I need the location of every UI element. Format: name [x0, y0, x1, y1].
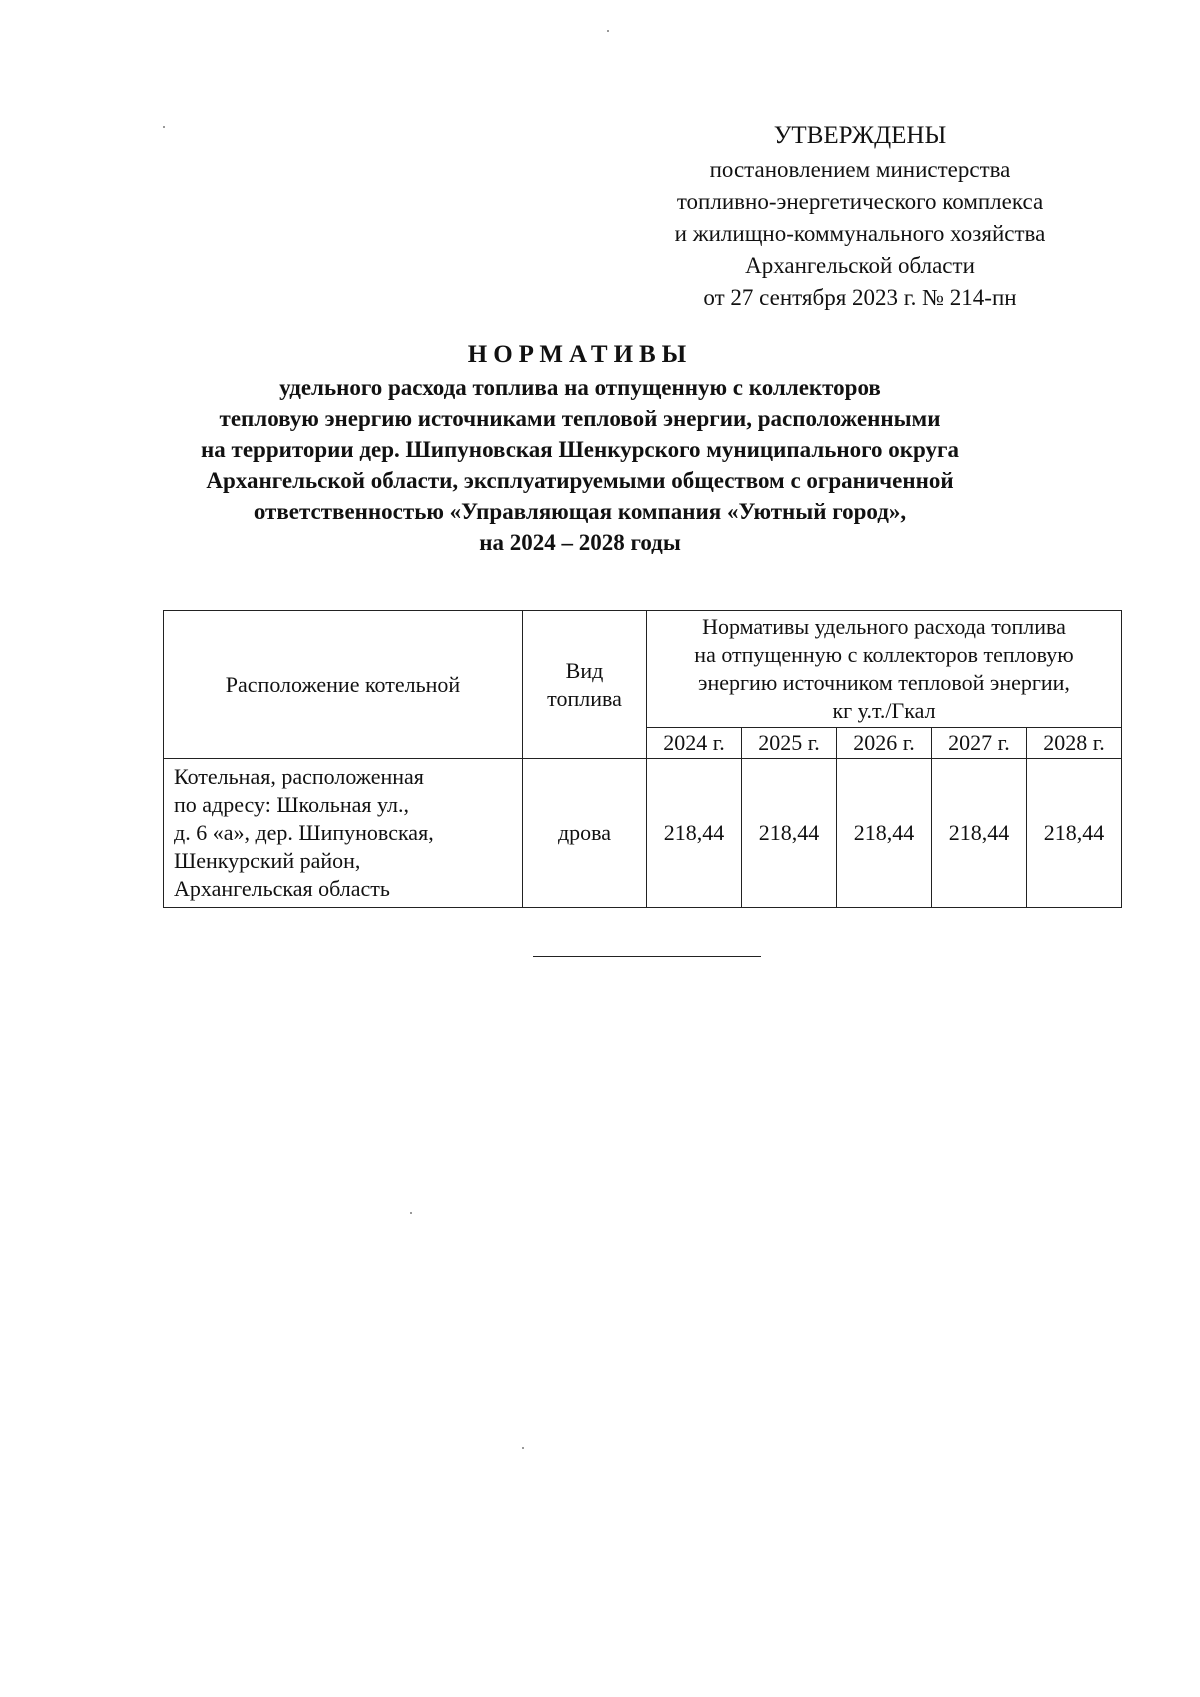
document-title — [140, 338, 1020, 558]
header-fuel-line: Вид — [565, 657, 604, 683]
approval-line: от 27 сентября 2023 г. № 214-пн — [703, 285, 1017, 310]
title-line: удельного расхода топлива на отпущенную с коллекторов — [279, 375, 881, 400]
header-norms-line: энергию источником тепловой энергии, — [698, 670, 1070, 695]
location-line: Архангельская область — [174, 876, 390, 901]
header-norms-line: на отпущенную с коллекторов тепловую — [694, 642, 1074, 667]
header-norms-line: кг у.т./Гкал — [832, 698, 936, 723]
norms-table — [163, 610, 1122, 908]
cell-value: 218,44 — [1026, 759, 1121, 908]
header-norms-line: Нормативы удельного расхода топлива — [702, 614, 1066, 639]
cell-location — [164, 759, 523, 908]
cell-value: 218,44 — [647, 759, 742, 908]
table-row — [164, 759, 1122, 908]
cell-fuel: дрова — [523, 759, 647, 908]
header-fuel-line: топлива — [547, 685, 622, 711]
title-line: на 2024 – 2028 годы — [479, 530, 681, 555]
scan-speck — [522, 1447, 524, 1449]
approval-line: и жилищно-коммунального хозяйства — [674, 221, 1046, 246]
header-norms — [647, 611, 1122, 728]
approval-line: постановлением министерства — [709, 157, 1011, 182]
header-year: 2025 г. — [741, 728, 836, 759]
location-line: Шенкурский район, — [174, 848, 361, 873]
title-line: на территории дер. Шипуновская Шенкурского муниципального округа — [201, 437, 959, 462]
location-line: по адресу: Школьная ул., — [174, 792, 409, 817]
end-divider — [533, 956, 761, 957]
approval-line: топливно-энергетического комплекса — [676, 189, 1044, 214]
approval-heading: УТВЕРЖДЕНЫ — [773, 122, 947, 149]
scan-speck — [410, 1212, 412, 1214]
cell-value: 218,44 — [836, 759, 931, 908]
header-location: Расположение котельной — [164, 611, 523, 759]
approval-line: Архангельской области — [745, 253, 975, 278]
header-year: 2026 г. — [836, 728, 931, 759]
scan-speck — [163, 126, 165, 128]
title-word: НОРМАТИВЫ — [467, 341, 693, 368]
header-fuel — [523, 611, 647, 759]
scan-speck — [607, 30, 609, 32]
title-line: ответственностью «Управляющая компания «Уютный город», — [253, 499, 907, 524]
cell-value: 218,44 — [741, 759, 836, 908]
location-line: д. 6 «а», дер. Шипуновская, — [174, 820, 434, 845]
approval-block — [600, 118, 1120, 314]
cell-value: 218,44 — [931, 759, 1026, 908]
header-year: 2028 г. — [1026, 728, 1121, 759]
title-line: тепловую энергию источниками тепловой энергии, расположенными — [219, 406, 941, 431]
header-year: 2024 г. — [647, 728, 742, 759]
header-year: 2027 г. — [931, 728, 1026, 759]
table-header-row — [164, 611, 1122, 728]
title-line: Архангельской области, эксплуатируемыми обществом с ограниченной — [206, 468, 954, 493]
location-line: Котельная, расположенная — [174, 764, 424, 789]
